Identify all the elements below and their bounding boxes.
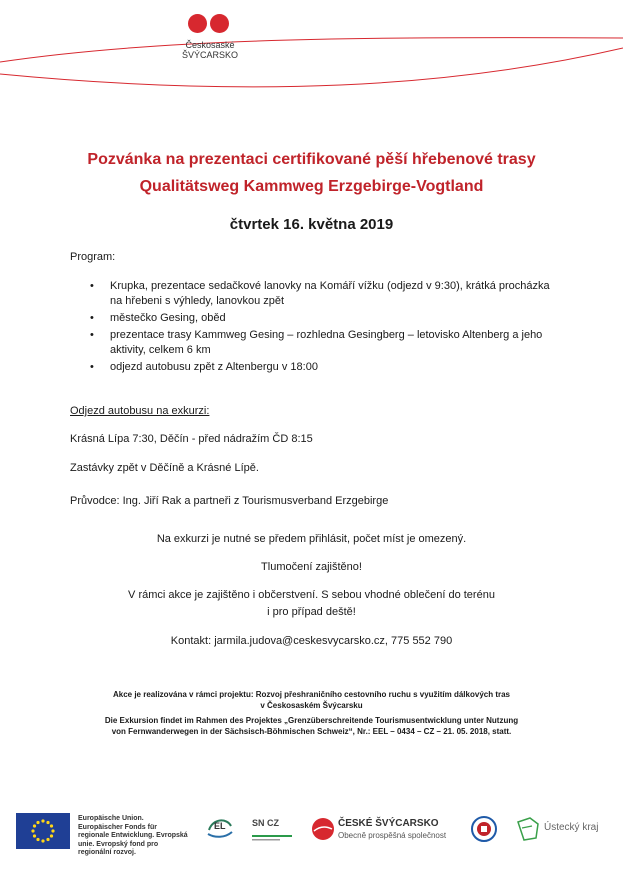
contact: Kontakt: jarmila.judova@ceskesvycarsko.cz, 775 552 790 bbox=[170, 635, 453, 647]
snz-logo: SN CZ bbox=[252, 818, 279, 828]
footer-de-line2: von Fernwanderwegen in der Sächsisch-Böhmischen Schweiz“, Nr.: EEL – 0434 – CZ – 21. 05. 2018, statt. bbox=[111, 727, 512, 736]
refreshments-line1: V rámci akce je zajištěno i občerstvení. S sebou vhodné oblečení do terénu bbox=[128, 589, 495, 601]
interpreting-note: Tlumočení zajištěno! bbox=[261, 561, 362, 573]
footer-de-line1: Die Exkursion findet im Rahmen des Projektes „Grenzüberschreitende Tourismusentwicklung unter Nutzung bbox=[104, 716, 519, 725]
footer-cz-line2: v Českosaském Švýcarsku bbox=[260, 701, 363, 710]
program-label: Program: bbox=[70, 251, 116, 263]
bus-departure: Krásná Lípa 7:30, Děčín - před nádražím ČD 8:15 bbox=[70, 433, 313, 445]
program-item: • městečko Gesing, oběd bbox=[90, 311, 550, 326]
registration-note: Na exkurzi je nutné se předem přihlásit, počet míst je omezený. bbox=[156, 533, 467, 545]
ceske-svycarsko-name: ČESKÉ ŠVÝCARSKO bbox=[338, 818, 439, 829]
ceske-svycarsko-logo-icon bbox=[311, 817, 335, 841]
bus-stops: Zastávky zpět v Děčíně a Krásné Lípě. bbox=[70, 462, 259, 474]
program-list bbox=[90, 279, 550, 377]
refreshments-line2: i pro případ deště! bbox=[267, 606, 356, 618]
logo-wordmark bbox=[178, 40, 242, 60]
ustecky-kraj-emblem-icon bbox=[516, 816, 540, 842]
ustecky-kraj-name: Ústecký kraj bbox=[544, 822, 599, 833]
header-swoosh-lines bbox=[0, 0, 623, 100]
bus-heading: Odjezd autobusu na exkurzi: bbox=[70, 405, 210, 417]
svg-text:EL: EL bbox=[214, 821, 226, 831]
ceske-svycarsko-sub: Obecně prospěšná společnost bbox=[338, 831, 447, 840]
logo-line1: Českosaské bbox=[185, 40, 235, 50]
logo-line2: ŠVÝCARSKO bbox=[181, 50, 239, 60]
eu-flag-icon bbox=[16, 813, 70, 849]
eu-fund-text: Europäische Union. Europäischer Fonds für regionale Entwicklung. Evropská unie. Evropský fond pro regionální rozvoj. bbox=[78, 815, 188, 856]
program-item: • Krupka, prezentace sedačkové lanovky na Komáří vížku (odjezd v 9:30), krátká procházka na hřebeni s výhledy, lanovkou zpět bbox=[90, 279, 550, 309]
program-item: • odjezd autobusu zpět z Altenbergu v 18:00 bbox=[90, 360, 550, 375]
footer-cz-line1: Akce je realizována v rámci projektu: Rozvoj přeshraničního cestovního ruchu s využitím dálkových tras bbox=[112, 690, 510, 699]
title-line2: Qualitätsweg Kammweg Erzgebirge-Vogtland bbox=[139, 178, 484, 195]
snz-logo-bar-icon bbox=[252, 831, 296, 843]
el-logo-icon bbox=[205, 812, 235, 842]
guides: Průvodce: Ing. Jiří Rak a partneři z Tourismusverband Erzgebirge bbox=[70, 495, 389, 507]
logo-mark bbox=[188, 14, 232, 34]
program-item: • prezentace trasy Kammweg Gesing – rozhledna Gesingberg – letovisko Altenberg a jeho aktivity, celkem 6 km bbox=[90, 328, 550, 358]
title-line1: Pozvánka na prezentaci certifikované pěší hřebenové trasy bbox=[87, 151, 536, 168]
regional-crest-icon bbox=[470, 814, 498, 844]
event-date: čtvrtek 16. května 2019 bbox=[229, 216, 394, 233]
